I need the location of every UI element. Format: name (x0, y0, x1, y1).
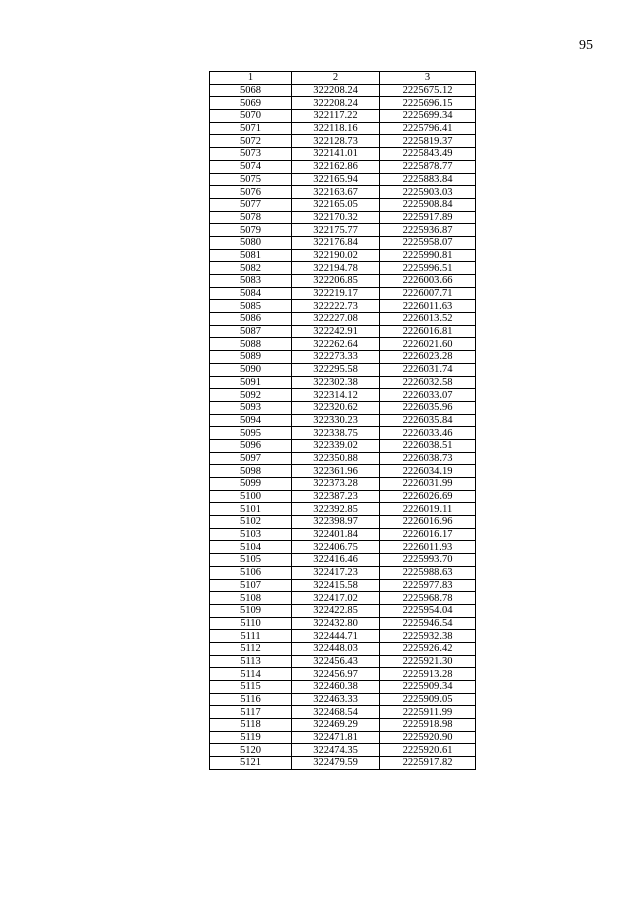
table-row (210, 300, 476, 313)
y-coordinate-cell: 2225954.04 (380, 604, 476, 617)
y-coordinate-cell: 2225920.90 (380, 731, 476, 744)
point-number-cell: 5103 (210, 528, 292, 541)
x-coordinate-cell: 322117.22 (292, 110, 380, 123)
coordinates-table (209, 71, 476, 770)
x-coordinate-cell: 322190.02 (292, 249, 380, 262)
point-number-cell: 5099 (210, 478, 292, 491)
table-row (210, 275, 476, 288)
x-coordinate-cell: 322398.97 (292, 516, 380, 529)
table-row (210, 414, 476, 427)
y-coordinate-cell: 2225917.82 (380, 757, 476, 770)
x-coordinate-cell: 322165.94 (292, 173, 380, 186)
point-number-cell: 5072 (210, 135, 292, 148)
x-coordinate-cell: 322406.75 (292, 541, 380, 554)
y-coordinate-cell: 2225675.12 (380, 84, 476, 97)
y-coordinate-cell: 2226035.96 (380, 401, 476, 414)
x-coordinate-cell: 322373.28 (292, 478, 380, 491)
point-number-cell: 5120 (210, 744, 292, 757)
x-coordinate-cell: 322170.32 (292, 211, 380, 224)
point-number-cell: 5074 (210, 160, 292, 173)
x-coordinate-cell: 322128.73 (292, 135, 380, 148)
table-row (210, 236, 476, 249)
point-number-cell: 5075 (210, 173, 292, 186)
x-coordinate-cell: 322208.24 (292, 84, 380, 97)
table-row (210, 313, 476, 326)
point-number-cell: 5077 (210, 198, 292, 211)
column-header-1: 1 (210, 72, 292, 85)
x-coordinate-cell: 322456.97 (292, 668, 380, 681)
table-row (210, 249, 476, 262)
table-row (210, 757, 476, 770)
point-number-cell: 5106 (210, 566, 292, 579)
column-header-2: 2 (292, 72, 380, 85)
point-number-cell: 5093 (210, 401, 292, 414)
table-row (210, 490, 476, 503)
point-number-cell: 5083 (210, 275, 292, 288)
y-coordinate-cell: 2225908.84 (380, 198, 476, 211)
x-coordinate-cell: 322444.71 (292, 630, 380, 643)
y-coordinate-cell: 2226016.96 (380, 516, 476, 529)
x-coordinate-cell: 322361.96 (292, 465, 380, 478)
point-number-cell: 5071 (210, 122, 292, 135)
point-number-cell: 5116 (210, 693, 292, 706)
y-coordinate-cell: 2226033.46 (380, 427, 476, 440)
table-row (210, 110, 476, 123)
y-coordinate-cell: 2226026.69 (380, 490, 476, 503)
point-number-cell: 5088 (210, 338, 292, 351)
point-number-cell: 5108 (210, 592, 292, 605)
point-number-cell: 5119 (210, 731, 292, 744)
point-number-cell: 5085 (210, 300, 292, 313)
x-coordinate-cell: 322118.16 (292, 122, 380, 135)
point-number-cell: 5070 (210, 110, 292, 123)
x-coordinate-cell: 322162.86 (292, 160, 380, 173)
y-coordinate-cell: 2225946.54 (380, 617, 476, 630)
table-row (210, 731, 476, 744)
x-coordinate-cell: 322227.08 (292, 313, 380, 326)
y-coordinate-cell: 2225911.99 (380, 706, 476, 719)
point-number-cell: 5102 (210, 516, 292, 529)
x-coordinate-cell: 322448.03 (292, 642, 380, 655)
x-coordinate-cell: 322471.81 (292, 731, 380, 744)
y-coordinate-cell: 2225883.84 (380, 173, 476, 186)
y-coordinate-cell: 2225988.63 (380, 566, 476, 579)
y-coordinate-cell: 2225932.38 (380, 630, 476, 643)
table-row (210, 655, 476, 668)
y-coordinate-cell: 2225903.03 (380, 186, 476, 199)
point-number-cell: 5112 (210, 642, 292, 655)
table-row (210, 592, 476, 605)
y-coordinate-cell: 2225796.41 (380, 122, 476, 135)
point-number-cell: 5097 (210, 452, 292, 465)
point-number-cell: 5094 (210, 414, 292, 427)
x-coordinate-cell: 322194.78 (292, 262, 380, 275)
table-row (210, 160, 476, 173)
table-row (210, 452, 476, 465)
point-number-cell: 5111 (210, 630, 292, 643)
y-coordinate-cell: 2225819.37 (380, 135, 476, 148)
y-coordinate-cell: 2225996.51 (380, 262, 476, 275)
x-coordinate-cell: 322163.67 (292, 186, 380, 199)
y-coordinate-cell: 2225926.42 (380, 642, 476, 655)
table-row (210, 427, 476, 440)
x-coordinate-cell: 322422.85 (292, 604, 380, 617)
table-row (210, 135, 476, 148)
point-number-cell: 5118 (210, 719, 292, 732)
point-number-cell: 5091 (210, 376, 292, 389)
x-coordinate-cell: 322339.02 (292, 439, 380, 452)
y-coordinate-cell: 2226011.63 (380, 300, 476, 313)
table-row (210, 706, 476, 719)
y-coordinate-cell: 2225921.30 (380, 655, 476, 668)
table-row (210, 503, 476, 516)
x-coordinate-cell: 322206.85 (292, 275, 380, 288)
x-coordinate-cell: 322338.75 (292, 427, 380, 440)
table-row (210, 630, 476, 643)
table-row (210, 376, 476, 389)
table-row (210, 287, 476, 300)
y-coordinate-cell: 2226038.73 (380, 452, 476, 465)
point-number-cell: 5100 (210, 490, 292, 503)
y-coordinate-cell: 2225909.34 (380, 681, 476, 694)
table-row (210, 617, 476, 630)
point-number-cell: 5068 (210, 84, 292, 97)
header-row (210, 72, 476, 85)
x-coordinate-cell: 322479.59 (292, 757, 380, 770)
y-coordinate-cell: 2226019.11 (380, 503, 476, 516)
table-row (210, 351, 476, 364)
y-coordinate-cell: 2226023.28 (380, 351, 476, 364)
x-coordinate-cell: 322242.91 (292, 325, 380, 338)
table-row (210, 173, 476, 186)
table-row (210, 401, 476, 414)
point-number-cell: 5110 (210, 617, 292, 630)
table-row (210, 744, 476, 757)
table-body (210, 84, 476, 769)
table-row (210, 122, 476, 135)
table-row (210, 528, 476, 541)
point-number-cell: 5081 (210, 249, 292, 262)
x-coordinate-cell: 322401.84 (292, 528, 380, 541)
table-row (210, 465, 476, 478)
point-number-cell: 5109 (210, 604, 292, 617)
y-coordinate-cell: 2226035.84 (380, 414, 476, 427)
y-coordinate-cell: 2225917.89 (380, 211, 476, 224)
x-coordinate-cell: 322208.24 (292, 97, 380, 110)
point-number-cell: 5104 (210, 541, 292, 554)
x-coordinate-cell: 322392.85 (292, 503, 380, 516)
x-coordinate-cell: 322387.23 (292, 490, 380, 503)
table-row (210, 198, 476, 211)
y-coordinate-cell: 2225990.81 (380, 249, 476, 262)
table-row (210, 554, 476, 567)
point-number-cell: 5107 (210, 579, 292, 592)
x-coordinate-cell: 322141.01 (292, 148, 380, 161)
y-coordinate-cell: 2225878.77 (380, 160, 476, 173)
table-header (210, 72, 476, 85)
point-number-cell: 5114 (210, 668, 292, 681)
x-coordinate-cell: 322165.05 (292, 198, 380, 211)
point-number-cell: 5101 (210, 503, 292, 516)
table-row (210, 338, 476, 351)
x-coordinate-cell: 322295.58 (292, 363, 380, 376)
point-number-cell: 5115 (210, 681, 292, 694)
x-coordinate-cell: 322463.33 (292, 693, 380, 706)
point-number-cell: 5078 (210, 211, 292, 224)
point-number-cell: 5076 (210, 186, 292, 199)
y-coordinate-cell: 2226032.58 (380, 376, 476, 389)
page-number: 95 (579, 38, 593, 53)
table-row (210, 262, 476, 275)
point-number-cell: 5073 (210, 148, 292, 161)
y-coordinate-cell: 2226003.66 (380, 275, 476, 288)
point-number-cell: 5121 (210, 757, 292, 770)
y-coordinate-cell: 2225909.05 (380, 693, 476, 706)
y-coordinate-cell: 2225958.07 (380, 236, 476, 249)
table-row (210, 668, 476, 681)
x-coordinate-cell: 322474.35 (292, 744, 380, 757)
point-number-cell: 5089 (210, 351, 292, 364)
y-coordinate-cell: 2226007.71 (380, 287, 476, 300)
table-row (210, 541, 476, 554)
table-row (210, 325, 476, 338)
point-number-cell: 5080 (210, 236, 292, 249)
point-number-cell: 5113 (210, 655, 292, 668)
table-row (210, 719, 476, 732)
x-coordinate-cell: 322350.88 (292, 452, 380, 465)
x-coordinate-cell: 322468.54 (292, 706, 380, 719)
y-coordinate-cell: 2225993.70 (380, 554, 476, 567)
x-coordinate-cell: 322222.73 (292, 300, 380, 313)
x-coordinate-cell: 322460.38 (292, 681, 380, 694)
point-number-cell: 5105 (210, 554, 292, 567)
point-number-cell: 5090 (210, 363, 292, 376)
x-coordinate-cell: 322330.23 (292, 414, 380, 427)
point-number-cell: 5069 (210, 97, 292, 110)
x-coordinate-cell: 322416.46 (292, 554, 380, 567)
table-row (210, 604, 476, 617)
y-coordinate-cell: 2226011.93 (380, 541, 476, 554)
y-coordinate-cell: 2226038.51 (380, 439, 476, 452)
y-coordinate-cell: 2226031.74 (380, 363, 476, 376)
table-row (210, 681, 476, 694)
x-coordinate-cell: 322262.64 (292, 338, 380, 351)
y-coordinate-cell: 2226021.60 (380, 338, 476, 351)
y-coordinate-cell: 2225936.87 (380, 224, 476, 237)
point-number-cell: 5084 (210, 287, 292, 300)
y-coordinate-cell: 2226033.07 (380, 389, 476, 402)
y-coordinate-cell: 2226031.99 (380, 478, 476, 491)
point-number-cell: 5098 (210, 465, 292, 478)
point-number-cell: 5092 (210, 389, 292, 402)
x-coordinate-cell: 322417.02 (292, 592, 380, 605)
point-number-cell: 5079 (210, 224, 292, 237)
y-coordinate-cell: 2225968.78 (380, 592, 476, 605)
table-row (210, 516, 476, 529)
point-number-cell: 5087 (210, 325, 292, 338)
y-coordinate-cell: 2225913.28 (380, 668, 476, 681)
y-coordinate-cell: 2225699.34 (380, 110, 476, 123)
y-coordinate-cell: 2225977.83 (380, 579, 476, 592)
x-coordinate-cell: 322417.23 (292, 566, 380, 579)
point-number-cell: 5082 (210, 262, 292, 275)
y-coordinate-cell: 2225696.15 (380, 97, 476, 110)
table-row (210, 186, 476, 199)
table-row (210, 439, 476, 452)
point-number-cell: 5096 (210, 439, 292, 452)
y-coordinate-cell: 2225918.98 (380, 719, 476, 732)
x-coordinate-cell: 322314.12 (292, 389, 380, 402)
table-row (210, 224, 476, 237)
y-coordinate-cell: 2226034.19 (380, 465, 476, 478)
table-row (210, 211, 476, 224)
x-coordinate-cell: 322432.80 (292, 617, 380, 630)
table-row (210, 478, 476, 491)
x-coordinate-cell: 322273.33 (292, 351, 380, 364)
x-coordinate-cell: 322456.43 (292, 655, 380, 668)
point-number-cell: 5095 (210, 427, 292, 440)
table-row (210, 579, 476, 592)
table-row (210, 566, 476, 579)
table-row (210, 363, 476, 376)
y-coordinate-cell: 2225920.61 (380, 744, 476, 757)
x-coordinate-cell: 322320.62 (292, 401, 380, 414)
point-number-cell: 5117 (210, 706, 292, 719)
x-coordinate-cell: 322176.84 (292, 236, 380, 249)
x-coordinate-cell: 322415.58 (292, 579, 380, 592)
x-coordinate-cell: 322219.17 (292, 287, 380, 300)
table-row (210, 97, 476, 110)
table-row (210, 642, 476, 655)
y-coordinate-cell: 2226016.17 (380, 528, 476, 541)
table-row (210, 148, 476, 161)
table-row (210, 389, 476, 402)
point-number-cell: 5086 (210, 313, 292, 326)
x-coordinate-cell: 322302.38 (292, 376, 380, 389)
y-coordinate-cell: 2225843.49 (380, 148, 476, 161)
table-row (210, 84, 476, 97)
x-coordinate-cell: 322175.77 (292, 224, 380, 237)
y-coordinate-cell: 2226013.52 (380, 313, 476, 326)
table-row (210, 693, 476, 706)
x-coordinate-cell: 322469.29 (292, 719, 380, 732)
y-coordinate-cell: 2226016.81 (380, 325, 476, 338)
column-header-3: 3 (380, 72, 476, 85)
